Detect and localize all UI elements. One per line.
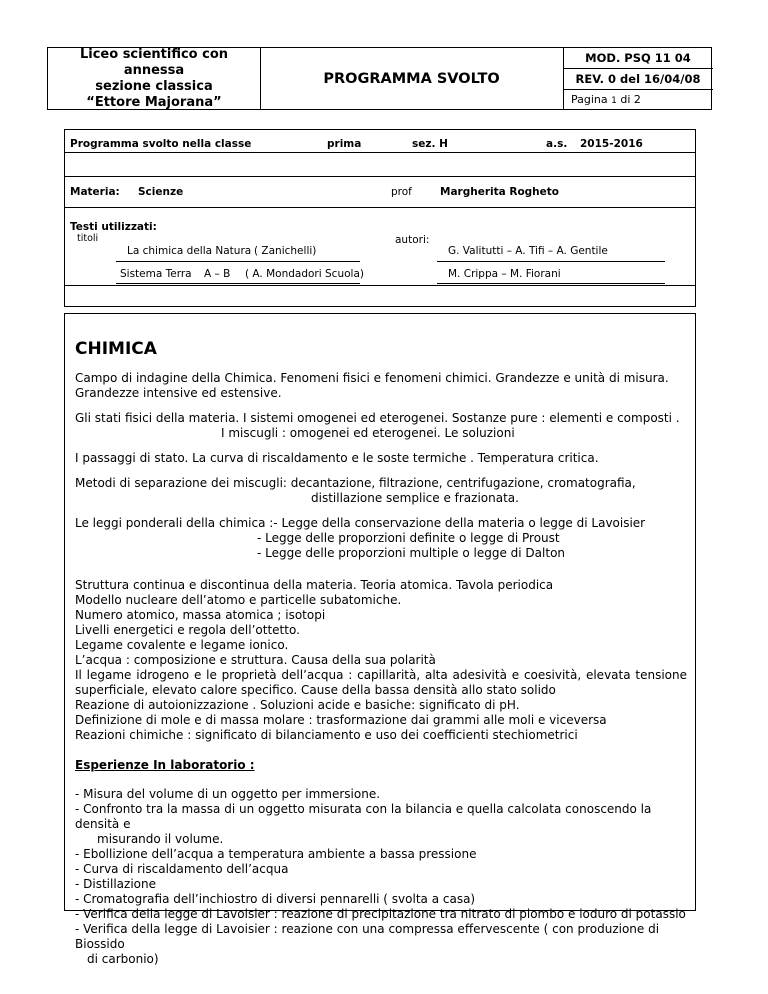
- program-content: [75, 339, 687, 977]
- paragraph: I passaggi di stato. La curva di riscaldamento e le soste termiche . Temperatura critica.: [75, 451, 599, 465]
- titles-label: titoli: [77, 233, 99, 244]
- texts-label: Testi utilizzati:: [70, 221, 157, 233]
- text-line: Definizione di mole e di massa molare : trasformazione dai grammi alle moli e viceversa: [75, 713, 607, 727]
- book2-authors: M. Crippa – M. Fiorani: [448, 268, 561, 280]
- subject-value: Scienze: [138, 186, 184, 198]
- section: sez. H: [412, 138, 448, 150]
- divider: [64, 152, 696, 153]
- year-label: a.s.: [546, 138, 568, 150]
- lab-item: - Cromatografia dell’inchiostro di diversi pennarelli ( svolta a casa): [75, 892, 476, 906]
- text-line: Il legame idrogeno e le proprietà dell’acqua : capillarità, alta adesività e coesività, elevata tensione superficiale, elevato calore specifico. Cause della bassa densità allo stato solido: [75, 668, 687, 697]
- book1-title: La chimica della Natura: [127, 245, 252, 257]
- text-line: Struttura continua e discontinua della materia. Teoria atomica. Tavola periodica: [75, 578, 554, 592]
- paragraph: [75, 371, 687, 401]
- subject-label: Materia:: [70, 186, 120, 198]
- page-label: Pagina: [571, 93, 608, 106]
- book2-volume: A – B: [204, 268, 231, 280]
- book2-title: Sistema Terra: [120, 268, 192, 280]
- underline: [437, 261, 665, 262]
- class-value: prima: [327, 138, 362, 150]
- lab-item: - Ebollizione dell’acqua a temperatura ambiente a bassa pressione: [75, 847, 477, 861]
- school-line-3: “Ettore Majorana”: [86, 94, 222, 110]
- authors-label: autori:: [395, 234, 430, 246]
- prof-label: prof: [391, 186, 412, 198]
- text-line: Le leggi ponderali della chimica :- Legge della conservazione della materia o legge di Lavoisier: [75, 516, 646, 530]
- school-line-1: Liceo scientifico con annessa: [79, 46, 229, 78]
- revision: REV. 0 del 16/04/08: [563, 69, 713, 90]
- text-line: I miscugli : omogenei ed eterogenei. Le soluzioni: [221, 426, 515, 440]
- text-line: Campo di indagine della Chimica. Fenomeni fisici e fenomeni chimici. Grandezze e unità di misura.: [75, 371, 669, 385]
- underline: [437, 283, 665, 284]
- lab-list: [75, 787, 687, 967]
- paragraph: [75, 411, 687, 441]
- divider: [64, 176, 696, 177]
- lab-item: - Verifica della legge di Lavoisier : reazione di precipitazione tra nitrato di piombo e ioduro di potassio: [75, 907, 686, 921]
- text-line: - Legge delle proporzioni multiple o legge di Dalton: [257, 546, 566, 560]
- page-number: 1: [611, 96, 617, 106]
- book2-publisher: ( A. Mondadori Scuola): [245, 268, 364, 280]
- text-line: Livelli energetici e regola dell’ottetto.: [75, 623, 300, 637]
- lab-item: - Confronto tra la massa di un oggetto misurata con la bilancia e quella calcolata conoscendo la densità e: [75, 802, 652, 831]
- divider: [64, 285, 696, 286]
- header-table: [47, 47, 712, 110]
- text-line: Grandezze intensive ed estensive.: [75, 386, 282, 400]
- lab-item: di carbonio): [87, 952, 159, 966]
- text-line: Reazione di autoionizzazione . Soluzioni acide e basiche: significato di pH.: [75, 698, 520, 712]
- text-line: distillazione semplice e frazionata.: [311, 491, 519, 505]
- text-line: Gli stati fisici della materia. I sistemi omogenei ed eterogenei. Sostanze pure : elementi e composti .: [75, 411, 680, 425]
- lab-item: misurando il volume.: [97, 832, 224, 846]
- underline: [116, 261, 360, 262]
- prof-value: Margherita Rogheto: [440, 186, 560, 198]
- text-line: Numero atomico, massa atomica ; isotopi: [75, 608, 326, 622]
- lab-item: - Distillazione: [75, 877, 156, 891]
- paragraph: [75, 578, 687, 743]
- document-title: PROGRAMMA SVOLTO: [260, 48, 564, 109]
- text-line: Modello nucleare dell’atomo e particelle subatomiche.: [75, 593, 402, 607]
- module-code: MOD. PSQ 11 04: [563, 48, 713, 69]
- lab-item: - Verifica della legge di Lavoisier : reazione con una compressa effervescente ( con produzione di Biossido: [75, 922, 660, 951]
- divider: [64, 207, 696, 208]
- text-line: Reazioni chimiche : significato di bilanciamento e uso dei coefficienti stechiometrici: [75, 728, 578, 742]
- class-label: Programma svolto nella classe: [70, 138, 252, 150]
- section-heading: CHIMICA: [75, 339, 157, 359]
- text-line: - Legge delle proporzioni definite o legge di Proust: [257, 531, 560, 545]
- paragraph: [75, 476, 687, 506]
- text-line: L’acqua : composizione e struttura. Causa della sua polarità: [75, 653, 436, 667]
- school-name: [48, 48, 261, 109]
- lab-item: - Curva di riscaldamento dell’acqua: [75, 862, 289, 876]
- book1-publisher: ( Zanichelli): [254, 245, 317, 257]
- school-line-2: sezione classica: [95, 78, 213, 94]
- class-info-box: [64, 129, 696, 307]
- lab-heading: Esperienze In laboratorio :: [75, 758, 255, 772]
- page-indicator: [563, 90, 713, 110]
- page-of: di 2: [620, 93, 641, 106]
- underline: [116, 283, 360, 284]
- text-line: Metodi di separazione dei miscugli: decantazione, filtrazione, centrifugazione, cromatografia,: [75, 476, 636, 490]
- text-line: Legame covalente e legame ionico.: [75, 638, 289, 652]
- lab-item: - Misura del volume di un oggetto per immersione.: [75, 787, 381, 801]
- paragraph: [75, 516, 687, 561]
- book1-authors: G. Valitutti – A. Tifi – A. Gentile: [448, 245, 608, 257]
- year-value: 2015-2016: [580, 138, 643, 150]
